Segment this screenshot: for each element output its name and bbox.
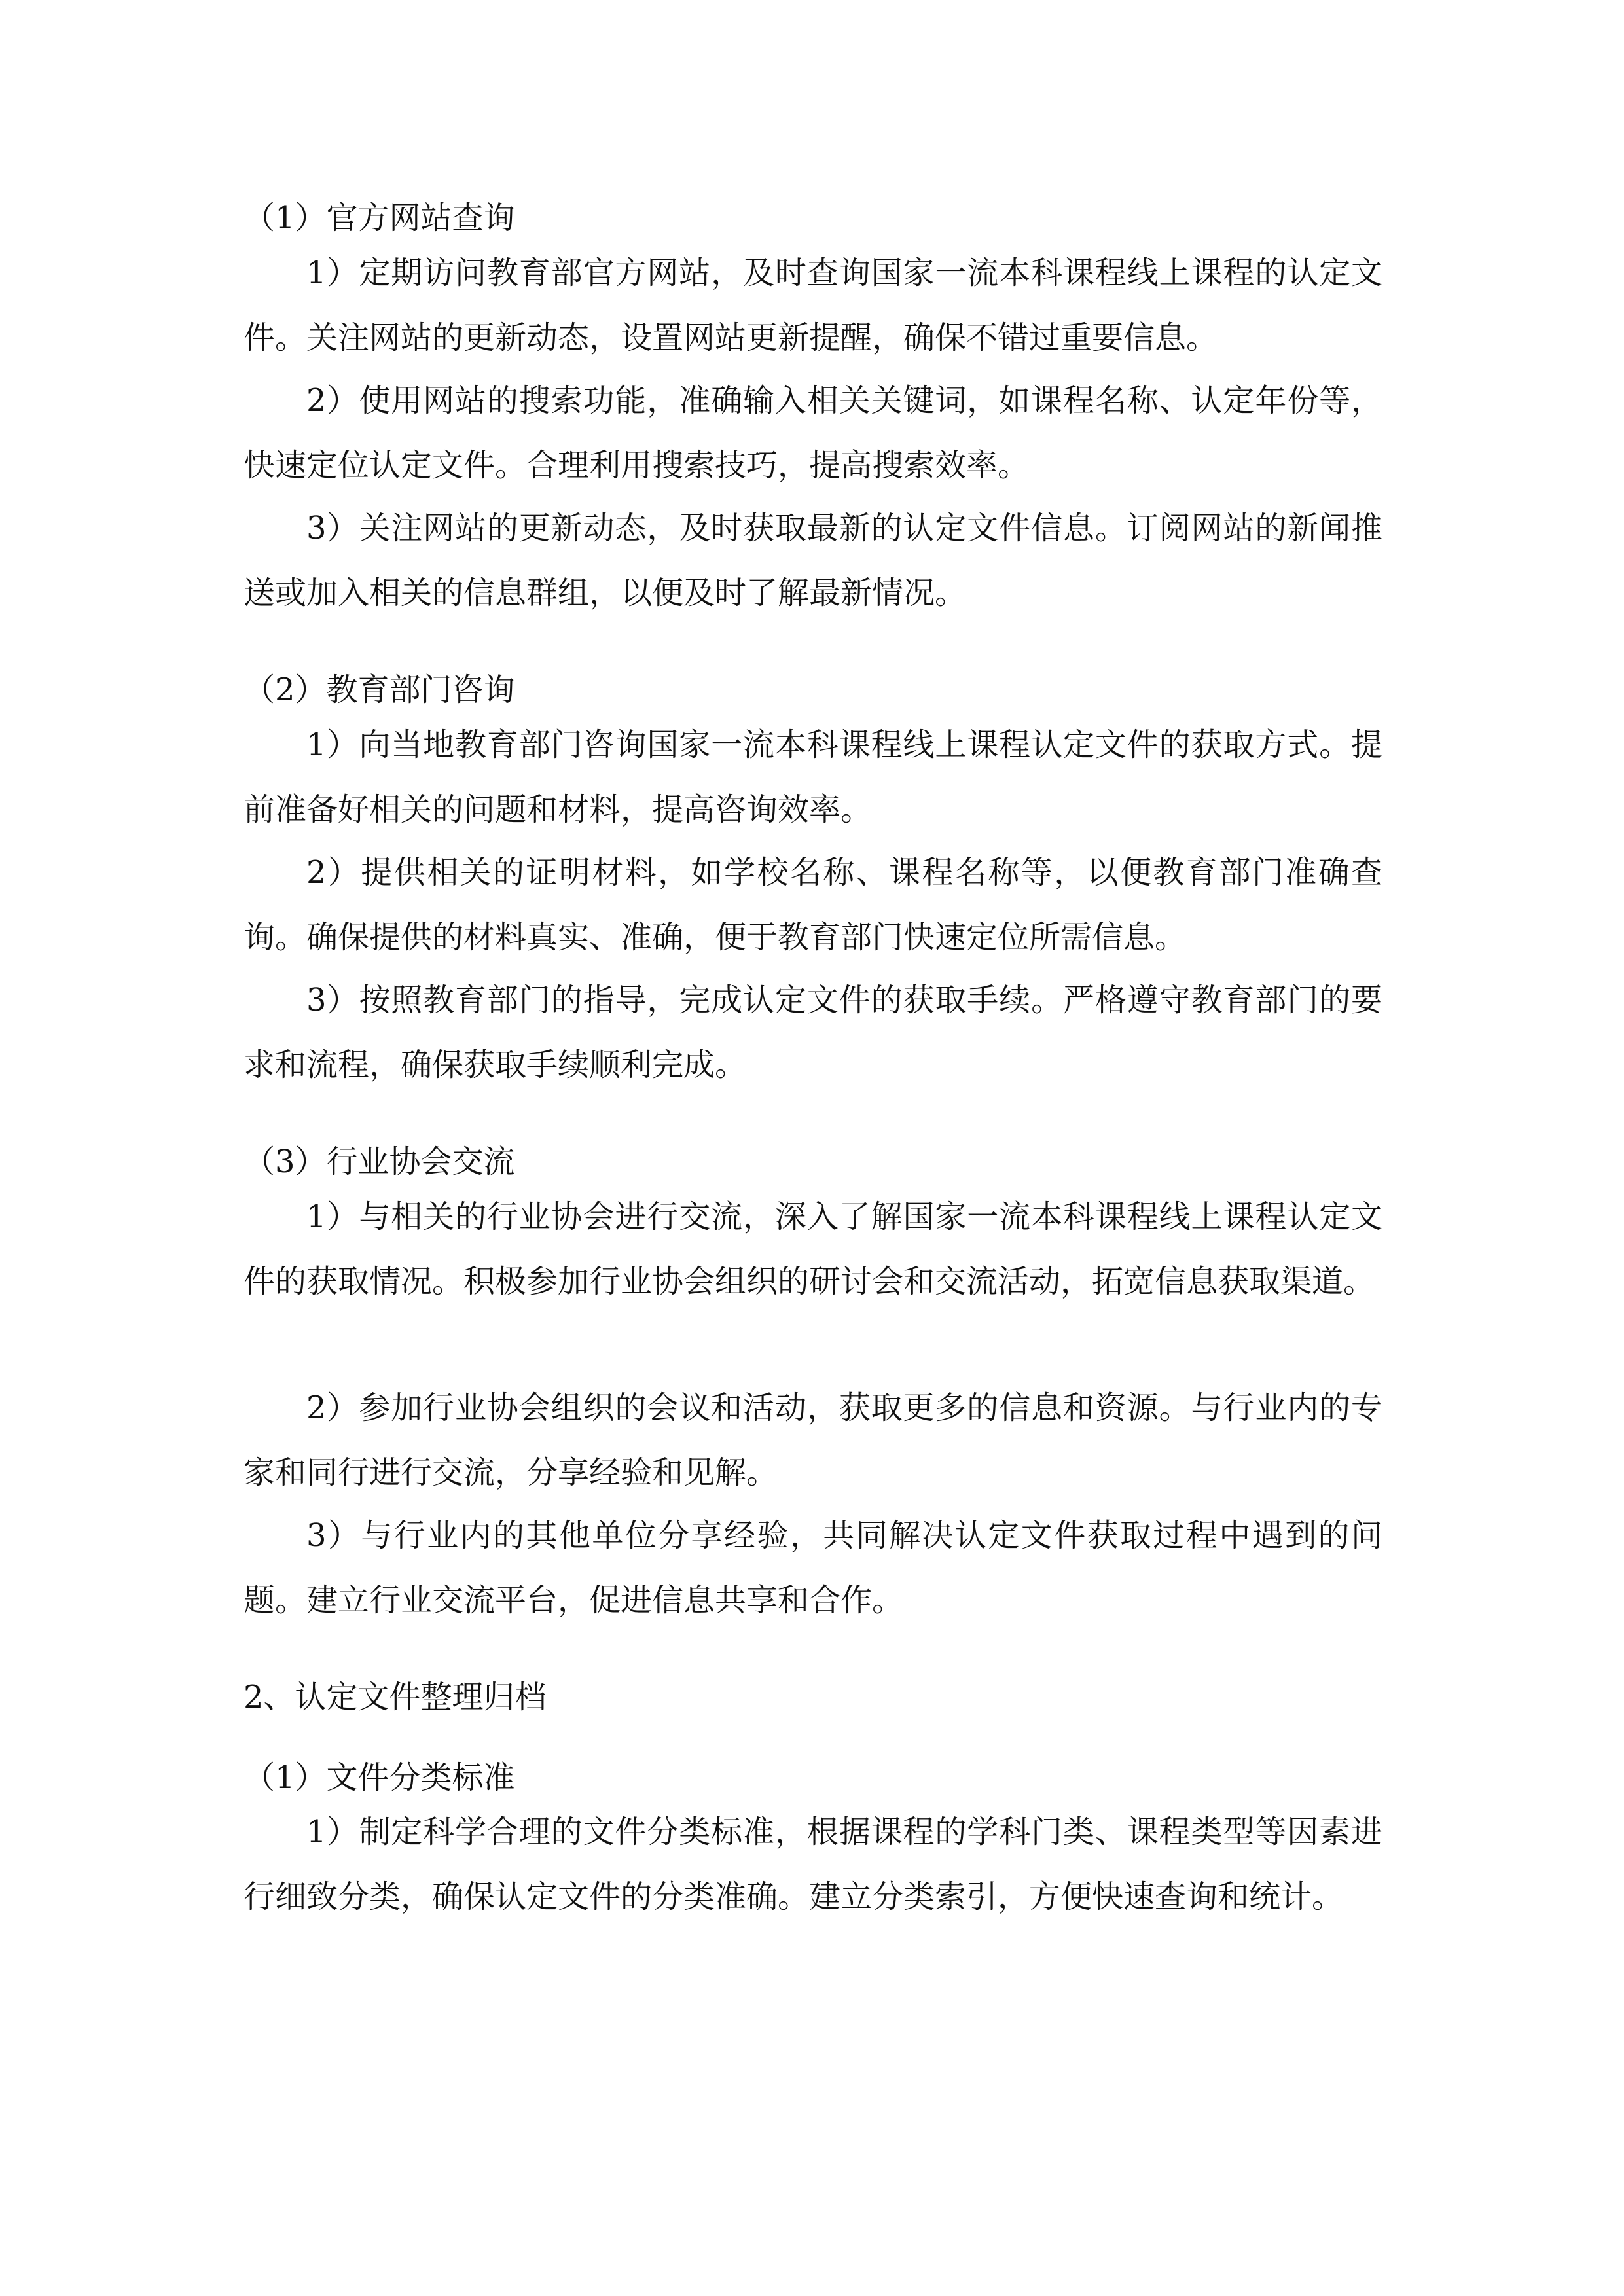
chapter-title: 2、认定文件整理归档: [244, 1679, 547, 1715]
paragraph: 1）制定科学合理的文件分类标准，根据课程的学科门类、课程类型等因素进行细致分类，确保认定文件的分类准确。建立分类索引，方便快速查询和统计。: [244, 1814, 1382, 1915]
paragraph: 2）提供相关的证明材料，如学校名称、课程名称等，以便教育部门准确查询。确保提供的材料真实、准确，便于教育部门快速定位所需信息。: [244, 854, 1382, 956]
paragraph: 2）使用网站的搜索功能，准确输入相关关键词，如课程名称、认定年份等，快速定位认定文件。合理利用搜索技巧，提高搜索效率。: [244, 382, 1382, 484]
paragraph: 1）向当地教育部门咨询国家一流本科课程线上课程认定文件的获取方式。提前准备好相关的问题和材料，提高咨询效率。: [244, 726, 1382, 828]
paragraph: 2）参加行业协会组织的会议和活动，获取更多的信息和资源。与行业内的专家和同行进行交流，分享经验和见解。: [244, 1390, 1382, 1491]
section-heading-classification: （1）文件分类标准: [244, 1759, 515, 1796]
paragraph: 1）与相关的行业协会进行交流，深入了解国家一流本科课程线上课程认定文件的获取情况。积极参加行业协会组织的研讨会和交流活动，拓宽信息获取渠道。: [244, 1198, 1382, 1300]
section-heading-industry-association: （3）行业协会交流: [244, 1143, 515, 1180]
paragraph: 3）与行业内的其他单位分享经验，共同解决认定文件获取过程中遇到的问题。建立行业交流平台，促进信息共享和合作。: [244, 1517, 1382, 1619]
paragraph: 3）关注网站的更新动态，及时获取最新的认定文件信息。订阅网站的新闻推送或加入相关的信息群组，以便及时了解最新情况。: [244, 510, 1382, 611]
paragraph: 1）定期访问教育部官方网站，及时查询国家一流本科课程线上课程的认定文件。关注网站的更新动态，设置网站更新提醒，确保不错过重要信息。: [244, 255, 1382, 356]
paragraph: 3）按照教育部门的指导，完成认定文件的获取手续。严格遵守教育部门的要求和流程，确保获取手续顺利完成。: [244, 982, 1382, 1083]
section-heading-education-dept: （2）教育部门咨询: [244, 672, 515, 708]
section-heading-official-website: （1）官方网站查询: [244, 200, 515, 236]
